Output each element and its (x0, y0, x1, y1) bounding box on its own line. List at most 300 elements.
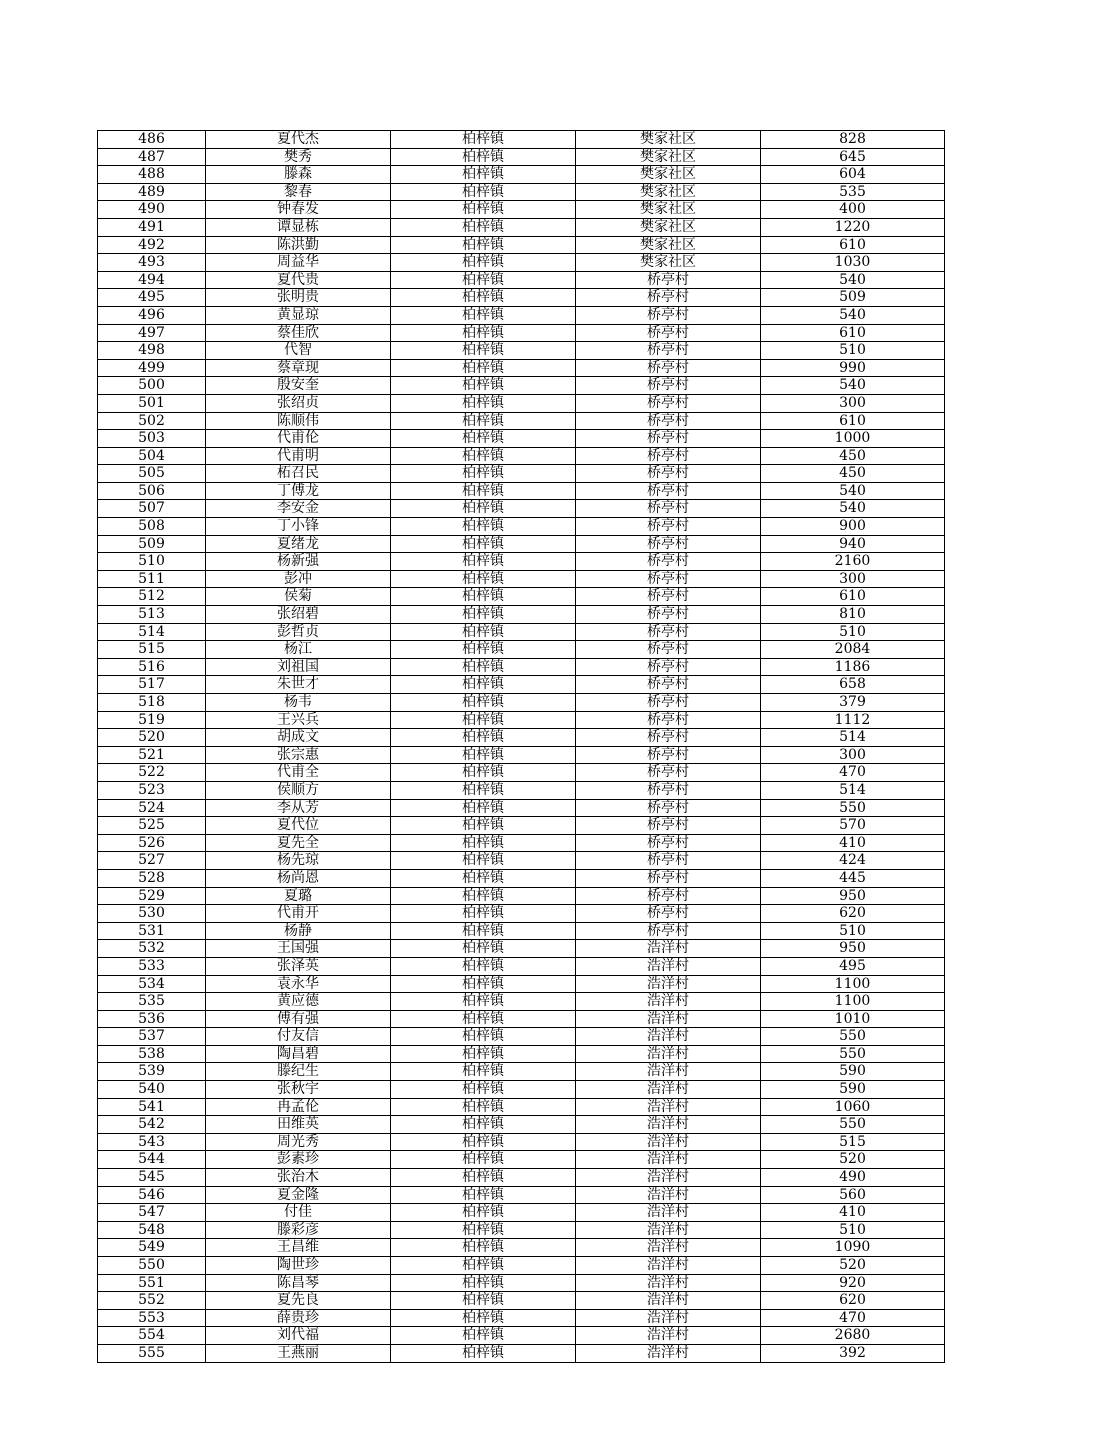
amount-cell: 520 (761, 1257, 945, 1275)
amount-cell: 535 (761, 183, 945, 201)
amount-cell: 540 (761, 482, 945, 500)
town-name-cell: 柏梓镇 (391, 764, 576, 782)
village-name-cell: 桥亭村 (576, 606, 761, 624)
amount-cell: 1030 (761, 254, 945, 272)
table-row (98, 1133, 945, 1151)
row-number-cell: 537 (98, 1028, 206, 1046)
table-row (98, 1169, 945, 1187)
village-name-cell: 浩洋村 (576, 1133, 761, 1151)
town-name-cell: 柏梓镇 (391, 1204, 576, 1222)
town-name-cell: 柏梓镇 (391, 306, 576, 324)
person-name-cell: 刘代福 (206, 1327, 391, 1345)
row-number-cell: 491 (98, 218, 206, 236)
town-name-cell: 柏梓镇 (391, 623, 576, 641)
row-number-cell: 532 (98, 940, 206, 958)
village-name-cell: 桥亭村 (576, 922, 761, 940)
table-row (98, 869, 945, 887)
amount-cell: 590 (761, 1081, 945, 1099)
person-name-cell: 张宗惠 (206, 746, 391, 764)
table-row (98, 131, 945, 149)
amount-cell: 540 (761, 306, 945, 324)
town-name-cell: 柏梓镇 (391, 183, 576, 201)
person-name-cell: 张绍碧 (206, 606, 391, 624)
village-name-cell: 桥亭村 (576, 711, 761, 729)
person-name-cell: 付佳 (206, 1204, 391, 1222)
row-number-cell: 513 (98, 606, 206, 624)
table-row (98, 905, 945, 923)
amount-cell: 2680 (761, 1327, 945, 1345)
person-name-cell: 樊秀 (206, 148, 391, 166)
town-name-cell: 柏梓镇 (391, 289, 576, 307)
town-name-cell: 柏梓镇 (391, 922, 576, 940)
table-row (98, 1204, 945, 1222)
person-name-cell: 杨韦 (206, 694, 391, 712)
row-number-cell: 538 (98, 1045, 206, 1063)
person-name-cell: 滕森 (206, 166, 391, 184)
amount-cell: 540 (761, 377, 945, 395)
amount-cell: 515 (761, 1133, 945, 1151)
table-row (98, 430, 945, 448)
row-number-cell: 486 (98, 131, 206, 149)
table-row (98, 518, 945, 536)
village-name-cell: 桥亭村 (576, 869, 761, 887)
row-number-cell: 535 (98, 993, 206, 1011)
row-number-cell: 529 (98, 887, 206, 905)
table-row (98, 183, 945, 201)
table-row (98, 1327, 945, 1345)
town-name-cell: 柏梓镇 (391, 887, 576, 905)
row-number-cell: 544 (98, 1151, 206, 1169)
table-row (98, 887, 945, 905)
amount-cell: 1100 (761, 975, 945, 993)
town-name-cell: 柏梓镇 (391, 218, 576, 236)
amount-cell: 645 (761, 148, 945, 166)
town-name-cell: 柏梓镇 (391, 131, 576, 149)
town-name-cell: 柏梓镇 (391, 553, 576, 571)
table-row (98, 1257, 945, 1275)
row-number-cell: 524 (98, 799, 206, 817)
row-number-cell: 541 (98, 1098, 206, 1116)
person-name-cell: 李安金 (206, 500, 391, 518)
amount-cell: 810 (761, 606, 945, 624)
person-name-cell: 蔡章现 (206, 359, 391, 377)
town-name-cell: 柏梓镇 (391, 1010, 576, 1028)
amount-cell: 620 (761, 1292, 945, 1310)
person-name-cell: 杨静 (206, 922, 391, 940)
village-name-cell: 桥亭村 (576, 588, 761, 606)
row-number-cell: 536 (98, 1010, 206, 1028)
row-number-cell: 546 (98, 1186, 206, 1204)
table-row (98, 623, 945, 641)
village-name-cell: 桥亭村 (576, 535, 761, 553)
row-number-cell: 501 (98, 394, 206, 412)
person-name-cell: 殷安奎 (206, 377, 391, 395)
row-number-cell: 497 (98, 324, 206, 342)
amount-cell: 509 (761, 289, 945, 307)
amount-cell: 510 (761, 623, 945, 641)
town-name-cell: 柏梓镇 (391, 535, 576, 553)
village-name-cell: 浩洋村 (576, 1010, 761, 1028)
row-number-cell: 530 (98, 905, 206, 923)
person-name-cell: 代甫明 (206, 447, 391, 465)
village-name-cell: 桥亭村 (576, 694, 761, 712)
person-name-cell: 张绍贞 (206, 394, 391, 412)
town-name-cell: 柏梓镇 (391, 1116, 576, 1134)
village-name-cell: 桥亭村 (576, 482, 761, 500)
amount-cell: 950 (761, 887, 945, 905)
village-name-cell: 浩洋村 (576, 1257, 761, 1275)
person-name-cell: 代甫全 (206, 764, 391, 782)
village-name-cell: 桥亭村 (576, 447, 761, 465)
amount-cell: 514 (761, 781, 945, 799)
person-name-cell: 滕彩彦 (206, 1221, 391, 1239)
table-row (98, 817, 945, 835)
amount-cell: 560 (761, 1186, 945, 1204)
row-number-cell: 500 (98, 377, 206, 395)
row-number-cell: 512 (98, 588, 206, 606)
town-name-cell: 柏梓镇 (391, 201, 576, 219)
person-name-cell: 夏绪龙 (206, 535, 391, 553)
village-name-cell: 桥亭村 (576, 905, 761, 923)
row-number-cell: 534 (98, 975, 206, 993)
table-row (98, 1081, 945, 1099)
table-row (98, 940, 945, 958)
table-row (98, 1045, 945, 1063)
person-name-cell: 朱世才 (206, 676, 391, 694)
village-name-cell: 浩洋村 (576, 1274, 761, 1292)
town-name-cell: 柏梓镇 (391, 1133, 576, 1151)
village-name-cell: 浩洋村 (576, 1309, 761, 1327)
amount-cell: 520 (761, 1151, 945, 1169)
town-name-cell: 柏梓镇 (391, 1028, 576, 1046)
amount-cell: 514 (761, 729, 945, 747)
village-name-cell: 桥亭村 (576, 676, 761, 694)
row-number-cell: 496 (98, 306, 206, 324)
village-name-cell: 桥亭村 (576, 887, 761, 905)
table-row (98, 500, 945, 518)
table-row (98, 236, 945, 254)
village-name-cell: 桥亭村 (576, 623, 761, 641)
table-row (98, 570, 945, 588)
person-name-cell: 杨江 (206, 641, 391, 659)
person-name-cell: 夏金隆 (206, 1186, 391, 1204)
town-name-cell: 柏梓镇 (391, 1063, 576, 1081)
amount-cell: 510 (761, 922, 945, 940)
person-name-cell: 丁小锋 (206, 518, 391, 536)
amount-cell: 828 (761, 131, 945, 149)
person-name-cell: 滕纪生 (206, 1063, 391, 1081)
amount-cell: 1220 (761, 218, 945, 236)
village-name-cell: 桥亭村 (576, 729, 761, 747)
row-number-cell: 503 (98, 430, 206, 448)
amount-cell: 610 (761, 324, 945, 342)
row-number-cell: 517 (98, 676, 206, 694)
row-number-cell: 539 (98, 1063, 206, 1081)
town-name-cell: 柏梓镇 (391, 606, 576, 624)
amount-cell: 550 (761, 1028, 945, 1046)
amount-cell: 392 (761, 1344, 945, 1362)
town-name-cell: 柏梓镇 (391, 1186, 576, 1204)
table-row (98, 218, 945, 236)
table-row (98, 1028, 945, 1046)
table-row (98, 1292, 945, 1310)
person-name-cell: 胡成文 (206, 729, 391, 747)
amount-cell: 1100 (761, 993, 945, 1011)
amount-cell: 604 (761, 166, 945, 184)
village-name-cell: 桥亭村 (576, 377, 761, 395)
table-row (98, 1151, 945, 1169)
table-row (98, 993, 945, 1011)
village-name-cell: 桥亭村 (576, 342, 761, 360)
amount-cell: 570 (761, 817, 945, 835)
table-row (98, 1274, 945, 1292)
table-row (98, 1309, 945, 1327)
row-number-cell: 548 (98, 1221, 206, 1239)
village-name-cell: 桥亭村 (576, 553, 761, 571)
village-name-cell: 浩洋村 (576, 1204, 761, 1222)
town-name-cell: 柏梓镇 (391, 711, 576, 729)
row-number-cell: 509 (98, 535, 206, 553)
town-name-cell: 柏梓镇 (391, 799, 576, 817)
person-name-cell: 王燕丽 (206, 1344, 391, 1362)
table-row (98, 342, 945, 360)
town-name-cell: 柏梓镇 (391, 324, 576, 342)
village-name-cell: 浩洋村 (576, 1344, 761, 1362)
row-number-cell: 508 (98, 518, 206, 536)
town-name-cell: 柏梓镇 (391, 1081, 576, 1099)
table-row (98, 781, 945, 799)
table-row (98, 764, 945, 782)
person-name-cell: 黄显琼 (206, 306, 391, 324)
person-name-cell: 袁永华 (206, 975, 391, 993)
person-name-cell: 杨尚恩 (206, 869, 391, 887)
town-name-cell: 柏梓镇 (391, 694, 576, 712)
town-name-cell: 柏梓镇 (391, 500, 576, 518)
village-name-cell: 桥亭村 (576, 781, 761, 799)
village-name-cell: 樊家社区 (576, 183, 761, 201)
row-number-cell: 554 (98, 1327, 206, 1345)
town-name-cell: 柏梓镇 (391, 1169, 576, 1187)
table-row (98, 711, 945, 729)
town-name-cell: 柏梓镇 (391, 482, 576, 500)
person-name-cell: 杨先琼 (206, 852, 391, 870)
person-name-cell: 陈顺伟 (206, 412, 391, 430)
row-number-cell: 505 (98, 465, 206, 483)
village-name-cell: 桥亭村 (576, 306, 761, 324)
amount-cell: 2160 (761, 553, 945, 571)
village-name-cell: 樊家社区 (576, 254, 761, 272)
row-number-cell: 543 (98, 1133, 206, 1151)
table-row (98, 1186, 945, 1204)
row-number-cell: 510 (98, 553, 206, 571)
town-name-cell: 柏梓镇 (391, 975, 576, 993)
table-row (98, 166, 945, 184)
table-row (98, 1239, 945, 1257)
table-row (98, 1010, 945, 1028)
amount-cell: 620 (761, 905, 945, 923)
table-row (98, 658, 945, 676)
amount-cell: 1112 (761, 711, 945, 729)
town-name-cell: 柏梓镇 (391, 905, 576, 923)
row-number-cell: 549 (98, 1239, 206, 1257)
person-name-cell: 张治木 (206, 1169, 391, 1187)
row-number-cell: 515 (98, 641, 206, 659)
village-name-cell: 浩洋村 (576, 957, 761, 975)
village-name-cell: 桥亭村 (576, 324, 761, 342)
village-name-cell: 桥亭村 (576, 817, 761, 835)
town-name-cell: 柏梓镇 (391, 447, 576, 465)
village-name-cell: 樊家社区 (576, 131, 761, 149)
row-number-cell: 490 (98, 201, 206, 219)
person-name-cell: 代甫开 (206, 905, 391, 923)
table-row (98, 377, 945, 395)
village-name-cell: 浩洋村 (576, 1239, 761, 1257)
village-name-cell: 樊家社区 (576, 218, 761, 236)
table-row (98, 1098, 945, 1116)
village-name-cell: 樊家社区 (576, 166, 761, 184)
person-name-cell: 黎春 (206, 183, 391, 201)
village-name-cell: 浩洋村 (576, 940, 761, 958)
town-name-cell: 柏梓镇 (391, 869, 576, 887)
village-name-cell: 桥亭村 (576, 799, 761, 817)
row-number-cell: 494 (98, 271, 206, 289)
person-name-cell: 张明贵 (206, 289, 391, 307)
town-name-cell: 柏梓镇 (391, 1344, 576, 1362)
row-number-cell: 522 (98, 764, 206, 782)
village-name-cell: 桥亭村 (576, 658, 761, 676)
row-number-cell: 487 (98, 148, 206, 166)
village-name-cell: 桥亭村 (576, 852, 761, 870)
town-name-cell: 柏梓镇 (391, 729, 576, 747)
table-row (98, 201, 945, 219)
town-name-cell: 柏梓镇 (391, 588, 576, 606)
town-name-cell: 柏梓镇 (391, 465, 576, 483)
person-name-cell: 夏先全 (206, 834, 391, 852)
village-name-cell: 浩洋村 (576, 1327, 761, 1345)
person-name-cell: 黄应德 (206, 993, 391, 1011)
village-name-cell: 桥亭村 (576, 289, 761, 307)
amount-cell: 550 (761, 1045, 945, 1063)
person-name-cell: 傅有强 (206, 1010, 391, 1028)
amount-cell: 510 (761, 1221, 945, 1239)
village-name-cell: 桥亭村 (576, 359, 761, 377)
town-name-cell: 柏梓镇 (391, 394, 576, 412)
row-number-cell: 550 (98, 1257, 206, 1275)
person-name-cell: 陈洪勤 (206, 236, 391, 254)
amount-cell: 400 (761, 201, 945, 219)
town-name-cell: 柏梓镇 (391, 518, 576, 536)
table-row (98, 553, 945, 571)
person-name-cell: 薛贵珍 (206, 1309, 391, 1327)
amount-cell: 550 (761, 1116, 945, 1134)
row-number-cell: 492 (98, 236, 206, 254)
row-number-cell: 488 (98, 166, 206, 184)
row-number-cell: 506 (98, 482, 206, 500)
table-row (98, 482, 945, 500)
town-name-cell: 柏梓镇 (391, 1274, 576, 1292)
town-name-cell: 柏梓镇 (391, 746, 576, 764)
village-name-cell: 浩洋村 (576, 1045, 761, 1063)
person-name-cell: 柘召民 (206, 465, 391, 483)
person-name-cell: 代甫伦 (206, 430, 391, 448)
amount-cell: 920 (761, 1274, 945, 1292)
village-name-cell: 浩洋村 (576, 1081, 761, 1099)
person-name-cell: 王国强 (206, 940, 391, 958)
town-name-cell: 柏梓镇 (391, 342, 576, 360)
village-name-cell: 浩洋村 (576, 1098, 761, 1116)
village-name-cell: 浩洋村 (576, 1186, 761, 1204)
amount-cell: 495 (761, 957, 945, 975)
table-row (98, 606, 945, 624)
village-name-cell: 桥亭村 (576, 764, 761, 782)
person-name-cell: 侯顺方 (206, 781, 391, 799)
table-row (98, 922, 945, 940)
row-number-cell: 545 (98, 1169, 206, 1187)
town-name-cell: 柏梓镇 (391, 254, 576, 272)
town-name-cell: 柏梓镇 (391, 1045, 576, 1063)
row-number-cell: 531 (98, 922, 206, 940)
amount-cell: 658 (761, 676, 945, 694)
table-row (98, 394, 945, 412)
village-name-cell: 浩洋村 (576, 1221, 761, 1239)
village-name-cell: 桥亭村 (576, 834, 761, 852)
amount-cell: 990 (761, 359, 945, 377)
person-name-cell: 彭哲贞 (206, 623, 391, 641)
amount-cell: 450 (761, 447, 945, 465)
person-name-cell: 彭冲 (206, 570, 391, 588)
table-row (98, 834, 945, 852)
person-name-cell: 夏代杰 (206, 131, 391, 149)
table-row (98, 465, 945, 483)
person-name-cell: 陶昌碧 (206, 1045, 391, 1063)
table-row (98, 852, 945, 870)
person-name-cell: 谭显栋 (206, 218, 391, 236)
person-name-cell: 钟春发 (206, 201, 391, 219)
town-name-cell: 柏梓镇 (391, 1292, 576, 1310)
person-name-cell: 张泽英 (206, 957, 391, 975)
amount-cell: 1090 (761, 1239, 945, 1257)
table-row (98, 676, 945, 694)
row-number-cell: 507 (98, 500, 206, 518)
village-name-cell: 浩洋村 (576, 1116, 761, 1134)
person-name-cell: 彭素珍 (206, 1151, 391, 1169)
table-row (98, 1221, 945, 1239)
table-row (98, 148, 945, 166)
row-number-cell: 521 (98, 746, 206, 764)
village-name-cell: 桥亭村 (576, 465, 761, 483)
amount-cell: 300 (761, 746, 945, 764)
town-name-cell: 柏梓镇 (391, 940, 576, 958)
table-row (98, 306, 945, 324)
town-name-cell: 柏梓镇 (391, 658, 576, 676)
person-name-cell: 杨新强 (206, 553, 391, 571)
amount-cell: 1000 (761, 430, 945, 448)
town-name-cell: 柏梓镇 (391, 957, 576, 975)
amount-cell: 590 (761, 1063, 945, 1081)
town-name-cell: 柏梓镇 (391, 1151, 576, 1169)
person-name-cell: 付友信 (206, 1028, 391, 1046)
table-row (98, 535, 945, 553)
amount-cell: 470 (761, 764, 945, 782)
amount-cell: 940 (761, 535, 945, 553)
town-name-cell: 柏梓镇 (391, 1098, 576, 1116)
table-row (98, 1116, 945, 1134)
table-row (98, 289, 945, 307)
village-name-cell: 浩洋村 (576, 1151, 761, 1169)
person-name-cell: 代智 (206, 342, 391, 360)
row-number-cell: 516 (98, 658, 206, 676)
town-name-cell: 柏梓镇 (391, 359, 576, 377)
